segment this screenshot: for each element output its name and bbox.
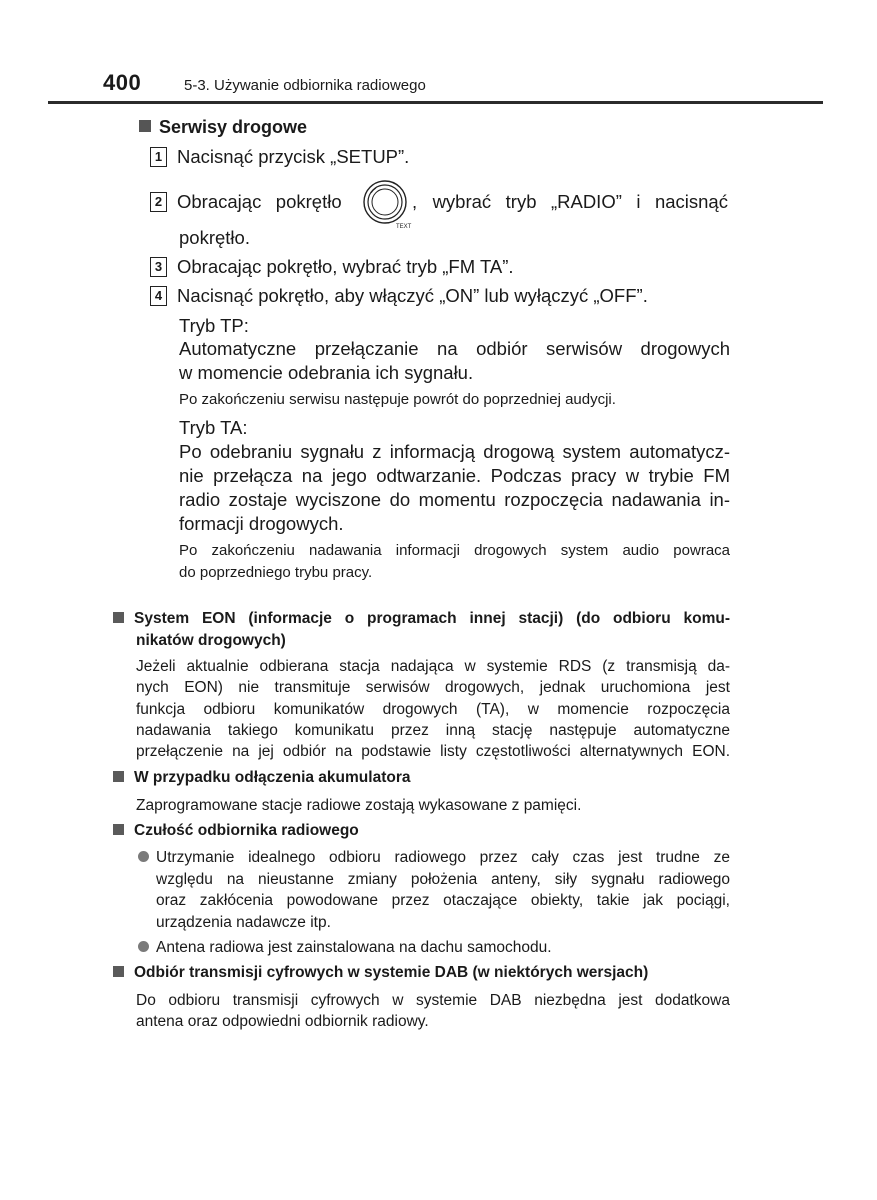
ta-note-2: do poprzedniego trybu pracy. [179,564,373,581]
dab-body: Do odbioru transmisji cyfrowych w systemie DAB niezbędna jest dodatkowa antena oraz odpowiedni odbiornik radiowy. [136,992,730,1031]
sensitivity-bullet-2: Antena radiowa jest zainstalowana na dachu samochodu. [138,937,730,959]
square-bullet-icon [113,612,124,623]
battery-heading: W przypadku odłączenia akumulatora [113,769,410,787]
tune-knob-icon [362,179,414,231]
ta-title: Tryb TA: [179,417,248,438]
step-4: 4 Nacisnąć pokrętło, aby włączyć „ON” lub wyłączyć „OFF”. [150,285,648,307]
square-bullet-icon [113,966,124,977]
battery-body: Zaprogramowane stacje radiowe zostają wykasowane z pamięci. [136,797,582,814]
square-bullet-icon [139,120,151,132]
step-3: 3 Obracając pokrętło, wybrać tryb „FM TA”. [150,256,514,278]
tp-title: Tryb TP: [179,315,249,336]
round-bullet-icon [138,851,149,862]
ta-line-1: Po odebraniu sygnału z informacją drogową system automatycz- [179,441,730,462]
square-bullet-icon [113,771,124,782]
step-1: 1 Nacisnąć przycisk „SETUP”. [150,146,409,168]
sensitivity-heading: Czułość odbiornika radiowego [113,822,359,840]
tp-note: Po zakończeniu serwisu następuje powrót do poprzedniej audycji. [179,391,616,408]
tp-line-1: Automatyczne przełączanie na odbiór serwisów drogowych [179,338,730,359]
eon-heading: System EON (informacje o programach innej stacji) (do odbioru komu- [113,610,730,628]
knob-label: TEXT [396,224,412,230]
ta-note-1: Po zakończeniu nadawania informacji drogowych system audio powraca [179,542,730,559]
ta-line-3: radio zostaje wyciszone do momentu rozpoczęcia nadawania in- [179,489,730,510]
ta-line-2: nie przełącza na jego odtwarzanie. Podczas pracy w trybie FM [179,465,730,486]
page-number: 400 [103,70,142,95]
ta-line-4: formacji drogowych. [179,513,344,534]
sensitivity-bullet-1: Utrzymanie idealnego odbioru radiowego przez cały czas jest trudne ze względu na nieustanne zmiany położenia anteny, siły sygnału radiowego oraz zakłócenia powodowane przez otaczające obiekty, takie jak pociągi, urządzenia nadawcze itp. [138,847,730,933]
eon-heading-cont: nikatów drogowych) [136,632,286,649]
round-bullet-icon [138,941,149,952]
section-title: 5-3. Używanie odbiornika radiowego [184,77,426,94]
step-2: 2 Obracając pokrętło wybrać tryb „RADIO” i nacisnąć [150,191,731,213]
header-rule [48,101,823,104]
tp-line-2: w momencie odebrania ich sygnału. [179,362,474,383]
traffic-heading: Serwisy drogowe [139,117,307,138]
dab-heading: Odbiór transmisji cyfrowych w systemie DAB (w niektórych wersjach) [113,964,648,982]
square-bullet-icon [113,824,124,835]
eon-body: Jeżeli aktualnie odbierana stacja nadająca w systemie RDS (z transmisją da- nych EON) nie transmituje serwisów drogowych, jednak uruchomiona jest funkcja odbioru komunikatów drogowych (TA), w momencie rozpoczęcia nadawania takiego komunikatu przez inną stację następuje automatyczne przełączenie na jej odbiór na podstawie listy częstotliwości alternatywnych EON. [136,658,730,761]
knob-comma: , [412,191,418,212]
step-2-continuation: pokrętło. [179,227,250,248]
